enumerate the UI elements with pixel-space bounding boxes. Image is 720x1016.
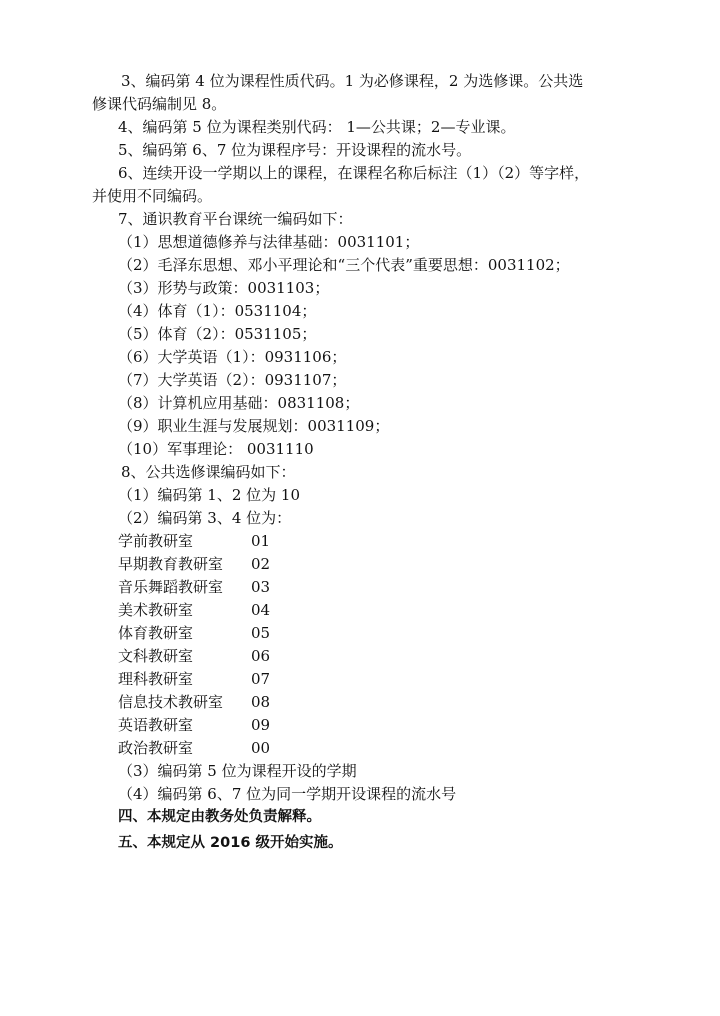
department-code: 03: [251, 578, 271, 596]
department-code: 09: [251, 716, 271, 734]
department-row: [118, 646, 418, 666]
department-row: [118, 738, 418, 758]
department-code: 02: [251, 555, 271, 573]
department-name: 学前教研室: [118, 532, 194, 550]
department-name: 早期教育教研室: [118, 555, 224, 573]
department-row: [118, 600, 418, 620]
department-row: [118, 554, 418, 574]
department-code: 05: [251, 624, 271, 642]
department-name: 英语教研室: [118, 716, 194, 734]
para-8-sub-3: （3）编码第 5 位为课程开设的学期: [118, 762, 357, 780]
course-item-7: （7）大学英语（2）：0931107；: [118, 371, 347, 389]
department-name: 理科教研室: [118, 670, 194, 688]
para-8-sub-1: （1）编码第 1、2 位为 10: [118, 486, 301, 504]
department-name: 美术教研室: [118, 601, 194, 619]
department-name: 文科教研室: [118, 647, 194, 665]
course-item-6: （6）大学英语（1）：0931106；: [118, 348, 347, 366]
course-item-1: （1）思想道德修养与法律基础：0031101；: [118, 233, 420, 251]
department-name: 音乐舞蹈教研室: [118, 578, 224, 596]
course-item-9: （9）职业生涯与发展规划：0031109；: [118, 417, 390, 435]
para-8-sub-2: （2）编码第 3、4 位为：: [118, 509, 292, 527]
department-row: [118, 669, 418, 689]
para-7-heading: 7、通识教育平台课统一编码如下：: [118, 210, 353, 228]
para-8-heading: 8、公共选修课编码如下：: [121, 463, 296, 481]
course-item-3: （3）形势与政策：0031103；: [118, 279, 330, 297]
para-5: 5、编码第 6、7 位为课程序号：开设课程的流水号。: [118, 141, 472, 159]
department-name: 体育教研室: [118, 624, 194, 642]
department-name: 政治教研室: [118, 739, 194, 757]
department-row: [118, 623, 418, 643]
department-row: [118, 577, 418, 597]
department-code: 01: [251, 532, 271, 550]
course-item-10: （10）军事理论： 0031110: [118, 440, 314, 458]
department-code: 06: [251, 647, 271, 665]
course-item-2: （2）毛泽东思想、邓小平理论和“三个代表”重要思想：0031102；: [118, 256, 570, 274]
para-4: 4、编码第 5 位为课程类别代码： 1—公共课；2—专业课。: [118, 118, 516, 136]
course-item-4: （4）体育（1）：0531104；: [118, 302, 317, 320]
department-code: 07: [251, 670, 271, 688]
para-6-line-2: 并使用不同编码。: [92, 187, 213, 205]
department-row: [118, 692, 418, 712]
department-name: 信息技术教研室: [118, 693, 224, 711]
para-8-sub-4: （4）编码第 6、7 位为同一学期开设课程的流水号: [118, 785, 457, 803]
section-5: 五、本规定从 2016 级开始实施。: [118, 835, 343, 851]
department-row: [118, 531, 418, 551]
para-6-line-1: 6、连续开设一学期以上的课程，在课程名称后标注（1）（2）等字样，: [118, 164, 590, 182]
department-code: 08: [251, 693, 271, 711]
course-item-8: （8）计算机应用基础：0831108；: [118, 394, 360, 412]
para-3-line-1: 3、编码第 4 位为课程性质代码。1 为必修课程，2 为选修课。公共选: [121, 72, 584, 90]
section-4: 四、本规定由教务处负责解释。: [118, 809, 321, 825]
para-3-line-2: 修课代码编制见 8。: [92, 95, 227, 113]
department-code: 00: [251, 739, 271, 757]
course-item-5: （5）体育（2）：0531105；: [118, 325, 317, 343]
department-row: [118, 715, 418, 735]
department-code: 04: [251, 601, 271, 619]
